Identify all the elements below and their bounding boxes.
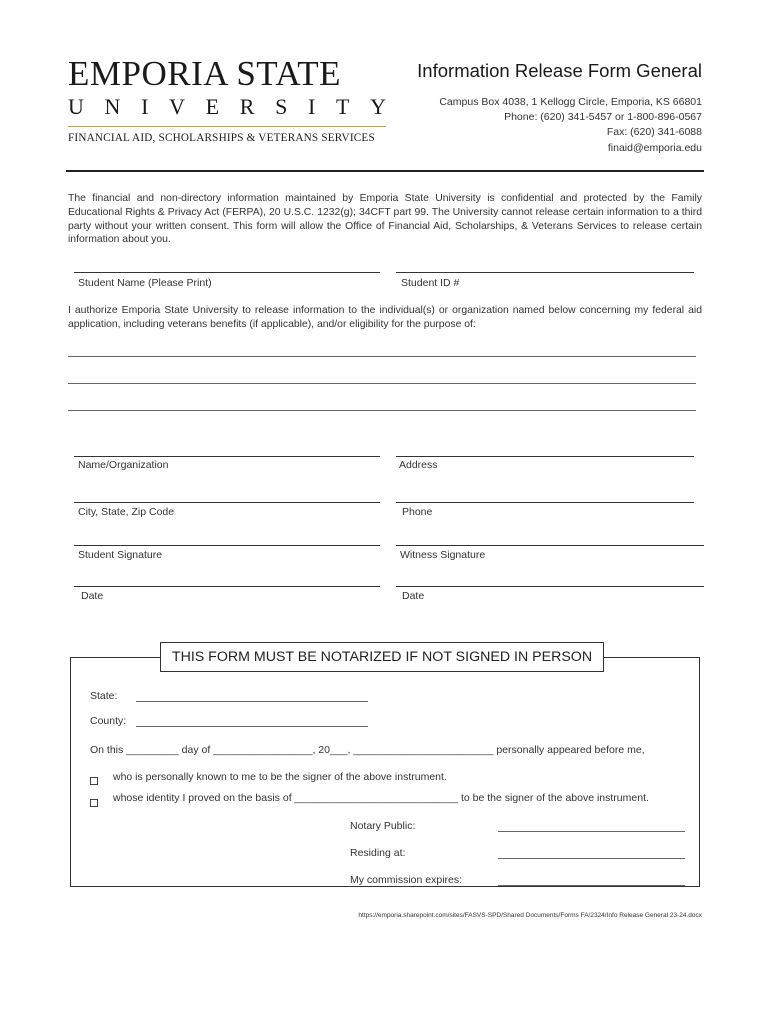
- student-signature-line[interactable]: [74, 545, 380, 546]
- department-name: FINANCIAL AID, SCHOLARSHIPS & VETERANS SERVICES: [68, 132, 375, 144]
- purpose-line[interactable]: [68, 356, 696, 357]
- logo-letter: E: [205, 94, 220, 119]
- notary-state-label: State:: [90, 690, 118, 702]
- logo-letter: U: [68, 94, 84, 119]
- header-divider: [66, 170, 704, 172]
- university-logo-name: EMPORIA STATE: [68, 54, 342, 93]
- university-logo-subtitle: [68, 94, 386, 120]
- logo-letter: Y: [370, 94, 386, 119]
- logo-letter: S: [275, 94, 288, 119]
- date-line-right[interactable]: [396, 586, 704, 587]
- commission-expires-line[interactable]: [498, 885, 685, 886]
- student-id-label: Student ID #: [401, 277, 460, 289]
- logo-letter: N: [104, 94, 121, 119]
- residing-at-label: Residing at:: [350, 847, 406, 859]
- name-organization-line[interactable]: [74, 456, 380, 457]
- logo-letter: I: [141, 94, 149, 119]
- notary-state-line[interactable]: [136, 701, 368, 702]
- notary-title: THIS FORM MUST BE NOTARIZED IF NOT SIGNED IN PERSON: [160, 642, 604, 672]
- student-id-line[interactable]: [396, 272, 694, 273]
- student-name-line[interactable]: [74, 272, 380, 273]
- logo-letter: V: [169, 94, 185, 119]
- witness-signature-line[interactable]: [396, 545, 704, 546]
- address-line[interactable]: [396, 456, 694, 457]
- contact-fax: Fax: (620) 341-6088: [606, 126, 702, 139]
- date-label-right: Date: [402, 590, 425, 602]
- city-state-zip-line[interactable]: [74, 502, 380, 503]
- notary-county-label: County:: [90, 715, 127, 727]
- checkbox-known-icon[interactable]: [90, 772, 98, 790]
- contact-email[interactable]: finaid@emporia.edu: [607, 141, 702, 154]
- address-label: Address: [399, 459, 438, 471]
- contact-address: Campus Box 4038, 1 Kellogg Circle, Emporia, KS 66801: [439, 96, 702, 108]
- contact-block: [439, 95, 702, 156]
- logo-letter: R: [239, 94, 255, 119]
- notary-appearance-text: On this _________ day of _________________, 20___, ________________________ personally appeared before me,: [90, 744, 645, 756]
- logo-letter: T: [335, 94, 350, 119]
- footer-document-path: https://emporia.sharepoint.com/sites/FASVS-SPD/Shared Documents/Forms FA/2324/Info Release General 23-24.docx: [358, 912, 702, 919]
- checkbox-proved-icon[interactable]: [90, 794, 98, 812]
- authorization-paragraph: I authorize Emporia State University to release information to the individual(s) or organization named below concerning my federal aid application, including veterans benefits (if applicable), and/or eligibility for the purpose of:: [68, 305, 702, 330]
- residing-at-line[interactable]: [498, 858, 685, 859]
- logo-letter: I: [307, 94, 316, 119]
- option-known-label: who is personally known to me to be the signer of the above instrument.: [113, 771, 447, 783]
- purpose-line[interactable]: [68, 383, 696, 384]
- notary-public-label: Notary Public:: [350, 820, 416, 832]
- logo-divider: [68, 126, 386, 127]
- notary-county-line[interactable]: [136, 726, 368, 727]
- purpose-line[interactable]: [68, 410, 696, 411]
- notary-public-line[interactable]: [498, 831, 685, 832]
- name-organization-label: Name/Organization: [78, 459, 169, 471]
- commission-expires-label: My commission expires:: [350, 874, 463, 886]
- date-line-left[interactable]: [74, 586, 380, 587]
- ferpa-paragraph: The financial and non-directory information maintained by Emporia State University is confidential and protected by the Family Educational Rights & Privacy Act (FERPA), 20 U.S.C. 1232(g); 34CFT part 99. The University cannot release certain information to a third party without your written consent. This form will allow the Office of Financial Aid, Scholarships, & Veterans Services to release certain information about you.: [68, 193, 702, 246]
- option-proved-label: whose identity I proved on the basis of ____________________________ to be the signer of the above instrument.: [113, 792, 649, 804]
- phone-line[interactable]: [396, 502, 694, 503]
- student-signature-label: Student Signature: [78, 549, 163, 561]
- phone-label: Phone: [402, 506, 433, 518]
- city-state-zip-label: City, State, Zip Code: [78, 506, 175, 518]
- date-label-left: Date: [81, 590, 104, 602]
- witness-signature-label: Witness Signature: [400, 549, 486, 561]
- form-title: Information Release Form General: [417, 60, 702, 81]
- student-name-label: Student Name (Please Print): [78, 277, 212, 289]
- contact-phone: Phone: (620) 341-5457 or 1-800-896-0567: [504, 111, 702, 124]
